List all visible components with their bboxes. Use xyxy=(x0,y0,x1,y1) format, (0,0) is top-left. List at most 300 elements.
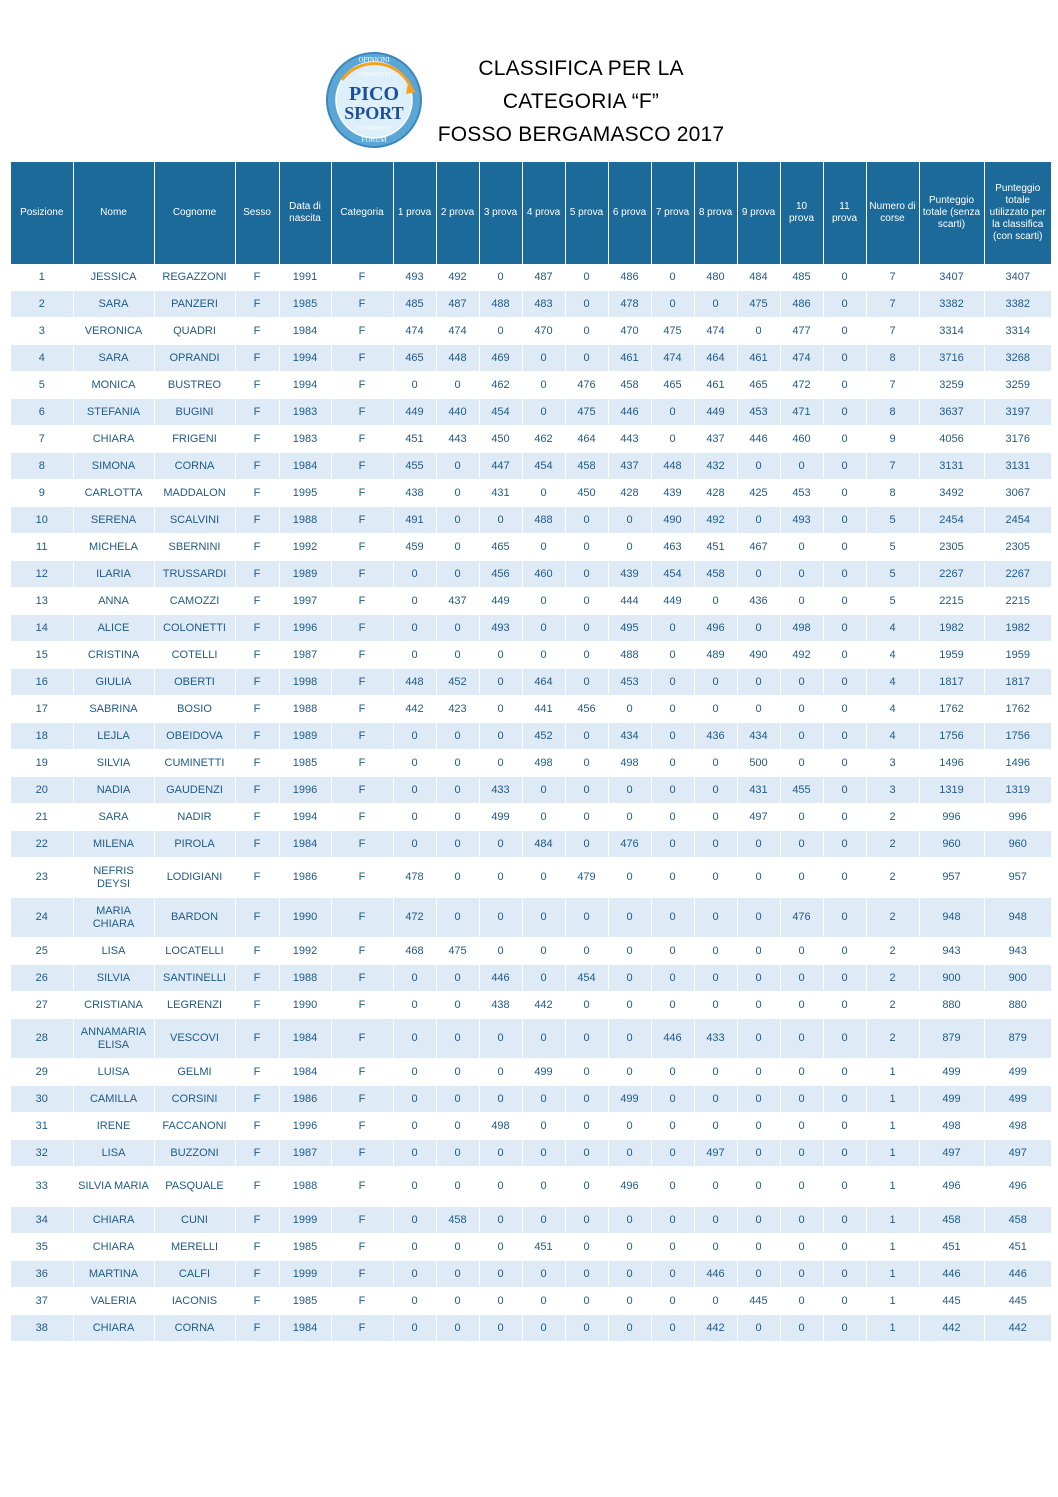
table-cell: 0 xyxy=(522,642,565,669)
table-cell: CUMINETTI xyxy=(154,750,235,777)
table-cell: 1985 xyxy=(279,291,331,318)
table-cell: 29 xyxy=(11,1059,73,1086)
table-cell: 0 xyxy=(823,858,866,898)
table-cell: F xyxy=(235,1288,279,1315)
table-cell: 0 xyxy=(823,1059,866,1086)
table-cell: 453 xyxy=(608,669,651,696)
table-cell: 2 xyxy=(866,992,919,1019)
table-cell: 3131 xyxy=(919,453,984,480)
table-cell: 0 xyxy=(823,1140,866,1167)
table-cell: 0 xyxy=(651,1207,694,1234)
table-cell: VALERIA xyxy=(73,1288,154,1315)
table-cell: 0 xyxy=(737,669,780,696)
column-header: 11 prova xyxy=(823,162,866,264)
column-header: 6 prova xyxy=(608,162,651,264)
table-cell: 7 xyxy=(866,318,919,345)
table-cell: 1994 xyxy=(279,345,331,372)
table-cell: 468 xyxy=(393,938,436,965)
table-row xyxy=(11,345,1051,372)
table-cell: 0 xyxy=(522,1207,565,1234)
table-cell: 0 xyxy=(436,1113,479,1140)
table-cell: 499 xyxy=(919,1086,984,1113)
table-cell: F xyxy=(235,453,279,480)
table-cell: 0 xyxy=(651,1167,694,1207)
table-cell: 1 xyxy=(866,1234,919,1261)
table-cell: 0 xyxy=(436,804,479,831)
table-cell: OPRANDI xyxy=(154,345,235,372)
table-cell: 7 xyxy=(866,264,919,291)
table-cell: 0 xyxy=(780,669,823,696)
table-cell: 0 xyxy=(737,507,780,534)
table-cell: 0 xyxy=(393,723,436,750)
table-cell: 0 xyxy=(737,1140,780,1167)
table-cell: F xyxy=(235,291,279,318)
table-cell: 1 xyxy=(866,1261,919,1288)
table-cell: 496 xyxy=(694,615,737,642)
column-header: Sesso xyxy=(235,162,279,264)
table-cell: 465 xyxy=(479,534,522,561)
table-cell: 1999 xyxy=(279,1207,331,1234)
table-cell: 900 xyxy=(919,965,984,992)
table-cell: 0 xyxy=(823,264,866,291)
table-cell: 1762 xyxy=(984,696,1051,723)
table-cell: 6 xyxy=(11,399,73,426)
table-cell: 1985 xyxy=(279,1234,331,1261)
table-cell: 2454 xyxy=(984,507,1051,534)
table-cell: 0 xyxy=(565,1261,608,1288)
table-cell: 0 xyxy=(780,938,823,965)
table-cell: 8 xyxy=(866,345,919,372)
table-cell: 0 xyxy=(565,507,608,534)
table-cell: 0 xyxy=(823,453,866,480)
table-cell: 36 xyxy=(11,1261,73,1288)
table-cell: 0 xyxy=(823,938,866,965)
table-cell: 446 xyxy=(479,965,522,992)
table-cell: 0 xyxy=(823,992,866,1019)
table-cell: OBEIDOVA xyxy=(154,723,235,750)
table-cell: 1 xyxy=(11,264,73,291)
table-cell: 0 xyxy=(737,1315,780,1342)
table-cell: 0 xyxy=(565,1315,608,1342)
table-cell: 0 xyxy=(737,858,780,898)
table-cell: 0 xyxy=(522,804,565,831)
table-cell: 0 xyxy=(694,1086,737,1113)
table-cell: 0 xyxy=(479,1261,522,1288)
table-cell: IACONIS xyxy=(154,1288,235,1315)
table-cell: 475 xyxy=(436,938,479,965)
svg-text:OPINIONI: OPINIONI xyxy=(358,56,390,64)
table-cell: 5 xyxy=(11,372,73,399)
table-cell: 497 xyxy=(919,1140,984,1167)
table-cell: MICHELA xyxy=(73,534,154,561)
table-cell: F xyxy=(331,561,393,588)
table-cell: 0 xyxy=(436,750,479,777)
table-cell: 0 xyxy=(780,534,823,561)
table-cell: ANNA xyxy=(73,588,154,615)
table-cell: 480 xyxy=(694,264,737,291)
table-cell: 0 xyxy=(522,1086,565,1113)
table-cell: 0 xyxy=(694,804,737,831)
table-cell: 1992 xyxy=(279,938,331,965)
table-row xyxy=(11,723,1051,750)
table-cell: 0 xyxy=(479,1207,522,1234)
table-cell: 0 xyxy=(780,1315,823,1342)
table-cell: 3382 xyxy=(919,291,984,318)
table-cell: 0 xyxy=(780,696,823,723)
table-row xyxy=(11,777,1051,804)
table-cell: 0 xyxy=(565,561,608,588)
table-cell: 0 xyxy=(823,831,866,858)
table-cell: COLONETTI xyxy=(154,615,235,642)
table-cell: F xyxy=(235,858,279,898)
table-cell: 0 xyxy=(565,1140,608,1167)
table-cell: 450 xyxy=(565,480,608,507)
table-cell: 0 xyxy=(823,804,866,831)
table-cell: 449 xyxy=(651,588,694,615)
table-cell: 879 xyxy=(984,1019,1051,1059)
table-row xyxy=(11,507,1051,534)
table-cell: F xyxy=(331,1315,393,1342)
table-cell: 0 xyxy=(651,804,694,831)
table-cell: F xyxy=(235,264,279,291)
table-cell: F xyxy=(235,938,279,965)
table-cell: 0 xyxy=(522,399,565,426)
table-cell: F xyxy=(331,804,393,831)
table-cell: 499 xyxy=(984,1059,1051,1086)
table-cell: 28 xyxy=(11,1019,73,1059)
table-cell: 0 xyxy=(479,642,522,669)
table-cell: F xyxy=(235,1140,279,1167)
table-cell: 448 xyxy=(393,669,436,696)
table-cell: 0 xyxy=(565,992,608,1019)
table-cell: 0 xyxy=(393,1207,436,1234)
table-cell: 499 xyxy=(479,804,522,831)
table-cell: GAUDENZI xyxy=(154,777,235,804)
table-cell: 0 xyxy=(565,1288,608,1315)
table-cell: 0 xyxy=(823,372,866,399)
table-cell: 0 xyxy=(651,426,694,453)
table-cell: 7 xyxy=(866,453,919,480)
table-cell: F xyxy=(331,615,393,642)
svg-text:COMMENTI: COMMENTI xyxy=(357,126,391,132)
table-cell: F xyxy=(235,1086,279,1113)
table-cell: 0 xyxy=(436,642,479,669)
table-cell: 5 xyxy=(866,534,919,561)
table-cell: 0 xyxy=(780,1113,823,1140)
table-cell: SANTINELLI xyxy=(154,965,235,992)
table-cell: 0 xyxy=(565,1113,608,1140)
table-cell: GELMI xyxy=(154,1059,235,1086)
table-cell: 461 xyxy=(737,345,780,372)
table-cell: 38 xyxy=(11,1315,73,1342)
table-cell: 0 xyxy=(436,898,479,938)
pico-sport-logo-icon xyxy=(324,50,424,150)
table-cell: 0 xyxy=(565,264,608,291)
table-cell: 10 xyxy=(11,507,73,534)
table-cell: 2 xyxy=(866,858,919,898)
table-cell: 1 xyxy=(866,1167,919,1207)
table-cell: 0 xyxy=(565,588,608,615)
table-cell: 0 xyxy=(522,372,565,399)
table-cell: SARA xyxy=(73,804,154,831)
table-cell: 1992 xyxy=(279,534,331,561)
table-cell: 452 xyxy=(522,723,565,750)
table-cell: 0 xyxy=(823,1019,866,1059)
table-cell: 5 xyxy=(866,561,919,588)
table-cell: 0 xyxy=(823,898,866,938)
table-cell: F xyxy=(235,1261,279,1288)
table-cell: F xyxy=(235,1167,279,1207)
table-cell: 26 xyxy=(11,965,73,992)
table-cell: 475 xyxy=(651,318,694,345)
table-cell: MARTINA xyxy=(73,1261,154,1288)
table-cell: 0 xyxy=(651,1113,694,1140)
table-cell: 19 xyxy=(11,750,73,777)
table-cell: 498 xyxy=(984,1113,1051,1140)
table-cell: 0 xyxy=(522,898,565,938)
table-cell: REGAZZONI xyxy=(154,264,235,291)
table-cell: 0 xyxy=(393,750,436,777)
table-cell: 0 xyxy=(436,534,479,561)
table-cell: 0 xyxy=(565,1167,608,1207)
table-cell: 0 xyxy=(651,696,694,723)
column-header: 2 prova xyxy=(436,162,479,264)
table-cell: F xyxy=(331,1019,393,1059)
table-cell: 0 xyxy=(436,561,479,588)
table-cell: F xyxy=(331,534,393,561)
table-cell: 0 xyxy=(651,1315,694,1342)
table-cell: BARDON xyxy=(154,898,235,938)
table-cell: 0 xyxy=(565,345,608,372)
table-cell: 3716 xyxy=(919,345,984,372)
table-cell: 451 xyxy=(984,1234,1051,1261)
table-cell: 470 xyxy=(608,318,651,345)
table-cell: 1984 xyxy=(279,1315,331,1342)
table-cell: 3 xyxy=(866,750,919,777)
table-cell: 1994 xyxy=(279,372,331,399)
table-cell: 0 xyxy=(522,534,565,561)
table-cell: 0 xyxy=(694,858,737,898)
table-cell: 0 xyxy=(737,831,780,858)
table-cell: 948 xyxy=(919,898,984,938)
table-cell: NADIR xyxy=(154,804,235,831)
table-cell: 497 xyxy=(694,1140,737,1167)
table-cell: 0 xyxy=(436,777,479,804)
table-cell: CUNI xyxy=(154,1207,235,1234)
table-cell: 0 xyxy=(780,750,823,777)
table-cell: 0 xyxy=(694,696,737,723)
table-row xyxy=(11,1086,1051,1113)
table-cell: 0 xyxy=(823,1207,866,1234)
table-cell: SIMONA xyxy=(73,453,154,480)
table-cell: 0 xyxy=(608,534,651,561)
table-cell: 498 xyxy=(608,750,651,777)
table-cell: 2 xyxy=(866,898,919,938)
table-cell: 449 xyxy=(393,399,436,426)
table-cell: SILVIA MARIA xyxy=(73,1167,154,1207)
table-cell: 0 xyxy=(436,480,479,507)
table-cell: 1987 xyxy=(279,642,331,669)
table-cell: SBERNINI xyxy=(154,534,235,561)
table-cell: 448 xyxy=(436,345,479,372)
table-cell: 1989 xyxy=(279,561,331,588)
table-cell: 492 xyxy=(780,642,823,669)
table-cell: 0 xyxy=(479,1315,522,1342)
table-cell: 0 xyxy=(565,615,608,642)
table-cell: 0 xyxy=(780,1019,823,1059)
table-cell: F xyxy=(331,1167,393,1207)
table-cell: 0 xyxy=(780,992,823,1019)
table-cell: 0 xyxy=(651,615,694,642)
table-row xyxy=(11,1019,1051,1059)
table-cell: 0 xyxy=(780,1059,823,1086)
table-cell: 1987 xyxy=(279,1140,331,1167)
table-cell: 2215 xyxy=(919,588,984,615)
table-cell: 0 xyxy=(694,898,737,938)
table-cell: 3382 xyxy=(984,291,1051,318)
table-cell: F xyxy=(331,399,393,426)
table-row xyxy=(11,992,1051,1019)
table-cell: 0 xyxy=(651,264,694,291)
table-cell: 8 xyxy=(866,480,919,507)
table-cell: F xyxy=(331,1234,393,1261)
table-cell: 431 xyxy=(479,480,522,507)
table-cell: BUGINI xyxy=(154,399,235,426)
table-row xyxy=(11,1140,1051,1167)
table-cell: F xyxy=(235,669,279,696)
table-cell: 0 xyxy=(651,965,694,992)
table-cell: 498 xyxy=(479,1113,522,1140)
table-cell: 0 xyxy=(823,507,866,534)
table-row xyxy=(11,898,1051,938)
table-cell: 454 xyxy=(479,399,522,426)
table-row xyxy=(11,1288,1051,1315)
table-cell: 0 xyxy=(780,1086,823,1113)
table-cell: 439 xyxy=(608,561,651,588)
table-cell: F xyxy=(235,426,279,453)
table-cell: 0 xyxy=(823,534,866,561)
table-cell: 492 xyxy=(694,507,737,534)
table-cell: F xyxy=(331,264,393,291)
table-cell: 2305 xyxy=(919,534,984,561)
table-cell: 0 xyxy=(780,1140,823,1167)
table-cell: 0 xyxy=(393,1315,436,1342)
table-cell: VERONICA xyxy=(73,318,154,345)
table-cell: 0 xyxy=(436,723,479,750)
table-cell: PASQUALE xyxy=(154,1167,235,1207)
table-cell: 497 xyxy=(984,1140,1051,1167)
table-cell: 484 xyxy=(737,264,780,291)
table-cell: F xyxy=(235,723,279,750)
table-cell: 4 xyxy=(866,723,919,750)
table-cell: 0 xyxy=(694,1059,737,1086)
table-cell: 442 xyxy=(393,696,436,723)
page-title xyxy=(420,52,742,151)
table-cell: 0 xyxy=(393,372,436,399)
table-cell: 1 xyxy=(866,1315,919,1342)
table-cell: F xyxy=(331,345,393,372)
table-cell: 34 xyxy=(11,1207,73,1234)
table-cell: CORNA xyxy=(154,1315,235,1342)
column-header: Nome xyxy=(73,162,154,264)
table-cell: 960 xyxy=(919,831,984,858)
svg-text:PICO: PICO xyxy=(349,83,399,105)
table-cell: 0 xyxy=(823,750,866,777)
table-cell: 450 xyxy=(479,426,522,453)
table-cell: 0 xyxy=(651,1288,694,1315)
table-cell: 469 xyxy=(479,345,522,372)
table-cell: 0 xyxy=(565,318,608,345)
table-cell: 1319 xyxy=(984,777,1051,804)
table-row xyxy=(11,588,1051,615)
table-cell: 17 xyxy=(11,696,73,723)
table-cell: 467 xyxy=(737,534,780,561)
table-cell: 0 xyxy=(522,858,565,898)
table-cell: 451 xyxy=(919,1234,984,1261)
table-cell: F xyxy=(331,1140,393,1167)
table-cell: 461 xyxy=(608,345,651,372)
column-header: 8 prova xyxy=(694,162,737,264)
table-cell: 1 xyxy=(866,1288,919,1315)
table-cell: 3176 xyxy=(984,426,1051,453)
table-cell: 0 xyxy=(565,1019,608,1059)
table-cell: 0 xyxy=(780,858,823,898)
table-cell: 454 xyxy=(565,965,608,992)
table-cell: MILENA xyxy=(73,831,154,858)
table-cell: 900 xyxy=(984,965,1051,992)
table-cell: F xyxy=(331,588,393,615)
table-cell: 0 xyxy=(522,965,565,992)
table-cell: 0 xyxy=(780,965,823,992)
table-cell: 0 xyxy=(737,1113,780,1140)
table-cell: 1984 xyxy=(279,831,331,858)
table-cell: 0 xyxy=(780,1261,823,1288)
table-cell: LUISA xyxy=(73,1059,154,1086)
table-cell: 3197 xyxy=(984,399,1051,426)
table-cell: 437 xyxy=(608,453,651,480)
table-cell: SILVIA xyxy=(73,965,154,992)
table-cell: 497 xyxy=(737,804,780,831)
table-cell: ILARIA xyxy=(73,561,154,588)
table-cell: 0 xyxy=(651,1261,694,1288)
table-cell: IRENE xyxy=(73,1113,154,1140)
table-cell: 1817 xyxy=(984,669,1051,696)
table-cell: 456 xyxy=(565,696,608,723)
table-cell: 1762 xyxy=(919,696,984,723)
table-cell: 1997 xyxy=(279,588,331,615)
table-row xyxy=(11,453,1051,480)
table-cell: 0 xyxy=(479,831,522,858)
table-cell: FACCANONI xyxy=(154,1113,235,1140)
table-cell: F xyxy=(331,426,393,453)
table-cell: 0 xyxy=(694,1288,737,1315)
table-cell: 423 xyxy=(436,696,479,723)
table-cell: 477 xyxy=(780,318,823,345)
table-cell: 37 xyxy=(11,1288,73,1315)
table-cell: 0 xyxy=(780,804,823,831)
table-cell: CARLOTTA xyxy=(73,480,154,507)
table-cell: LOCATELLI xyxy=(154,938,235,965)
table-cell: 461 xyxy=(694,372,737,399)
table-cell: 0 xyxy=(737,318,780,345)
table-cell: 2215 xyxy=(984,588,1051,615)
table-cell: BOSIO xyxy=(154,696,235,723)
table-cell: F xyxy=(235,642,279,669)
table-cell: 1984 xyxy=(279,1059,331,1086)
table-cell: 0 xyxy=(694,992,737,1019)
table-cell: 0 xyxy=(393,1288,436,1315)
table-cell: 3407 xyxy=(919,264,984,291)
